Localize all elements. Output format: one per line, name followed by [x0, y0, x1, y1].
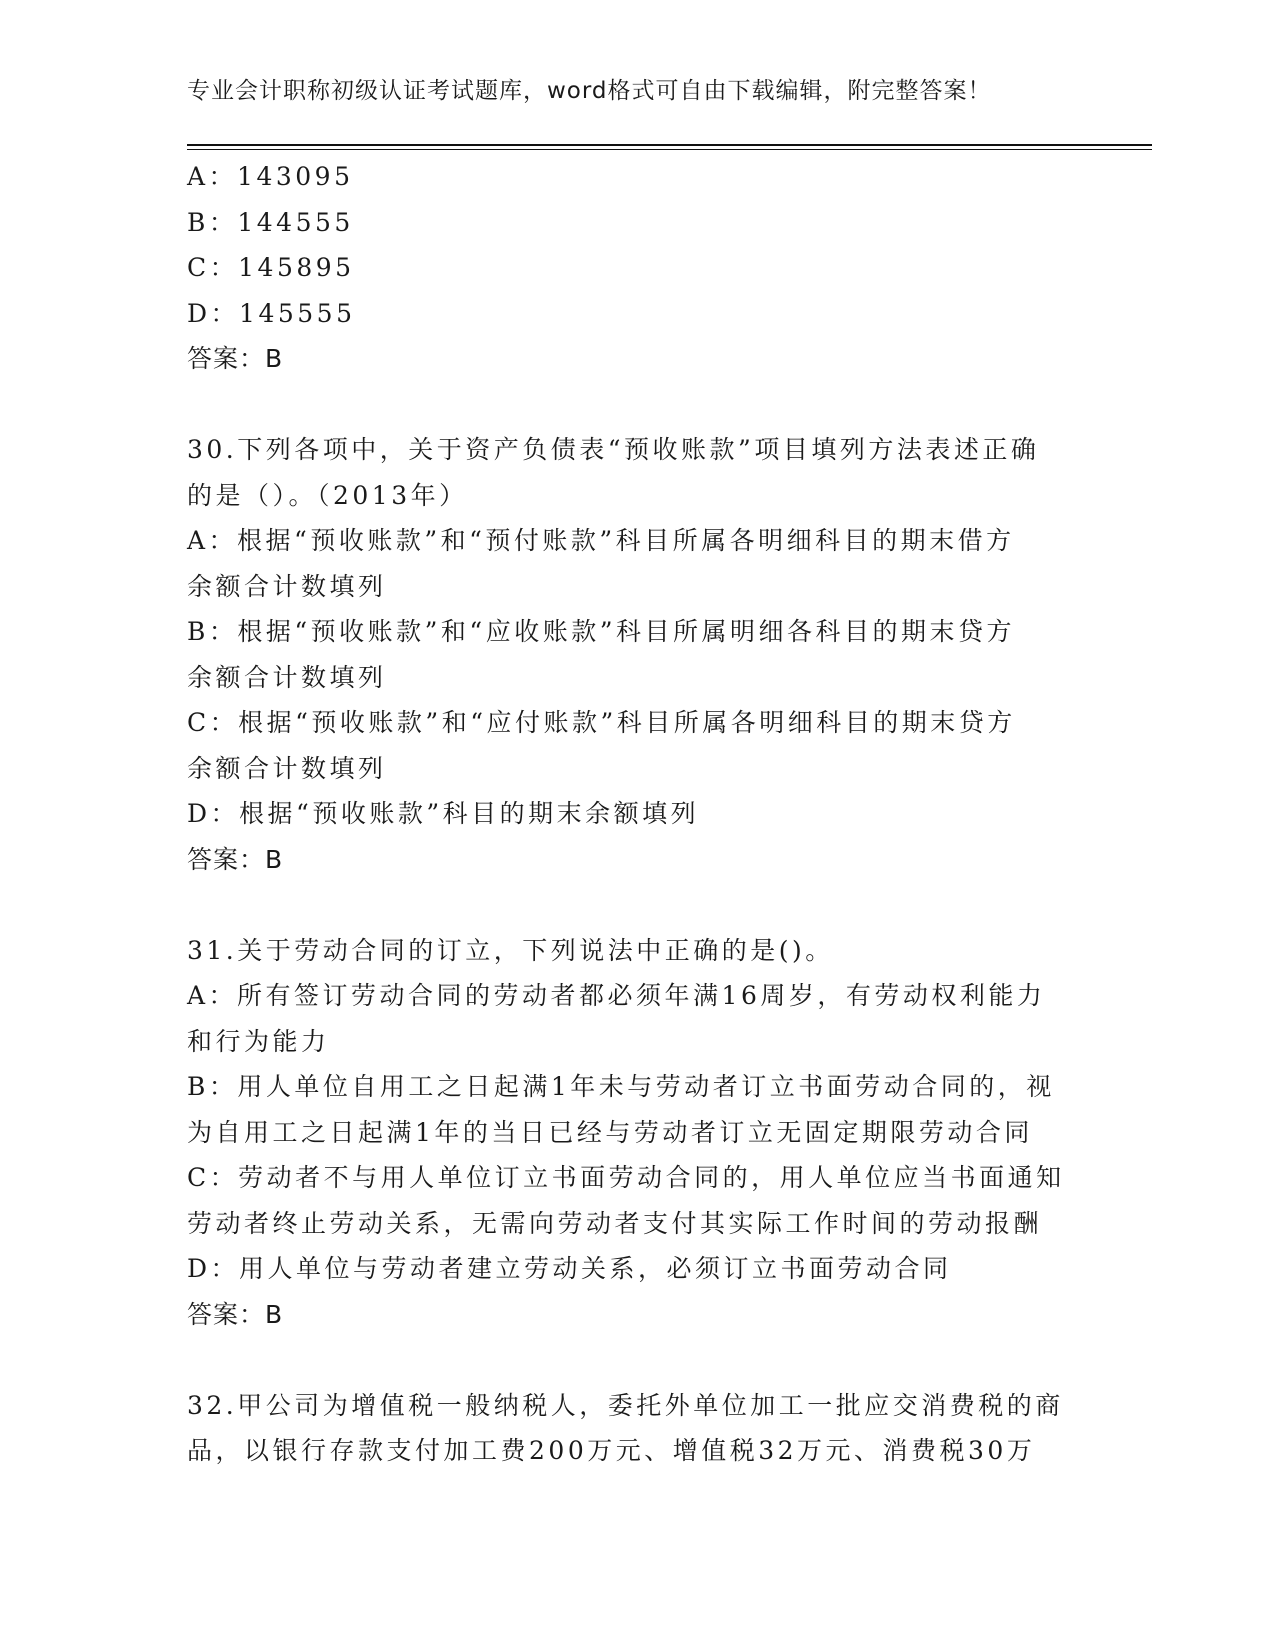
text-line: B：根据“预收账款”和“应收账款”科目所属明细各科目的期末贷方 [187, 617, 1015, 646]
text-line: 品，以银行存款支付加工费200万元、增值税32万元、消费税30万 [187, 1436, 1036, 1465]
text-line: C：劳动者不与用人单位订立书面劳动合同的，用人单位应当书面通知 [187, 1163, 1065, 1192]
question-spacer [187, 1337, 1077, 1383]
text-line: 余额合计数填列 [187, 753, 387, 783]
text-line: C：145895 [187, 253, 355, 282]
text-line: 劳动者终止劳动关系，无需向劳动者支付其实际工作时间的劳动报酬 [187, 1208, 1043, 1238]
text-line: 和行为能力 [187, 1026, 330, 1056]
text-line: D：根据“预收账款”科目的期末余额填列 [187, 799, 700, 828]
question-spacer [187, 382, 1077, 428]
page-header: 专业会计职称初级认证考试题库，word格式可自由下载编辑，附完整答案！ [187, 78, 992, 104]
question-spacer [187, 882, 1077, 928]
header-divider [187, 144, 1152, 150]
text-line: D：145555 [187, 298, 356, 328]
text-line: 的是（）。（2013年） [187, 480, 468, 510]
answer-line: 答案：B [187, 844, 284, 874]
question-content [187, 154, 1077, 1474]
text-line: B：144555 [187, 207, 354, 237]
text-line: D：用人单位与劳动者建立劳动关系，必须订立书面劳动合同 [187, 1254, 952, 1283]
text-line: 32.甲公司为增值税一般纳税人，委托外单位加工一批应交消费税的商 [187, 1390, 1064, 1420]
text-line: 余额合计数填列 [187, 662, 387, 692]
text-line: B：用人单位自用工之日起满1年未与劳动者订立书面劳动合同的，视 [187, 1072, 1055, 1101]
text-line: A：143095 [187, 162, 354, 191]
answer-line: 答案：B [187, 1299, 284, 1329]
text-line: 31.关于劳动合同的订立，下列说法中正确的是()。 [187, 935, 834, 965]
text-line: 30.下列各项中，关于资产负债表“预收账款”项目填列方法表述正确 [187, 435, 1040, 464]
text-line: 为自用工之日起满1年的当日已经与劳动者订立无固定期限劳动合同 [187, 1117, 1033, 1147]
answer-line: 答案：B [187, 344, 284, 373]
text-line: C：根据“预收账款”和“应付账款”科目所属各明细科目的期末贷方 [187, 708, 1016, 737]
text-line: A：根据“预收账款”和“预付账款”科目所属各明细科目的期末借方 [187, 526, 1015, 555]
text-line: 余额合计数填列 [187, 571, 387, 601]
text-line: A：所有签订劳动合同的劳动者都必须年满16周岁，有劳动权利能力 [187, 981, 1046, 1010]
